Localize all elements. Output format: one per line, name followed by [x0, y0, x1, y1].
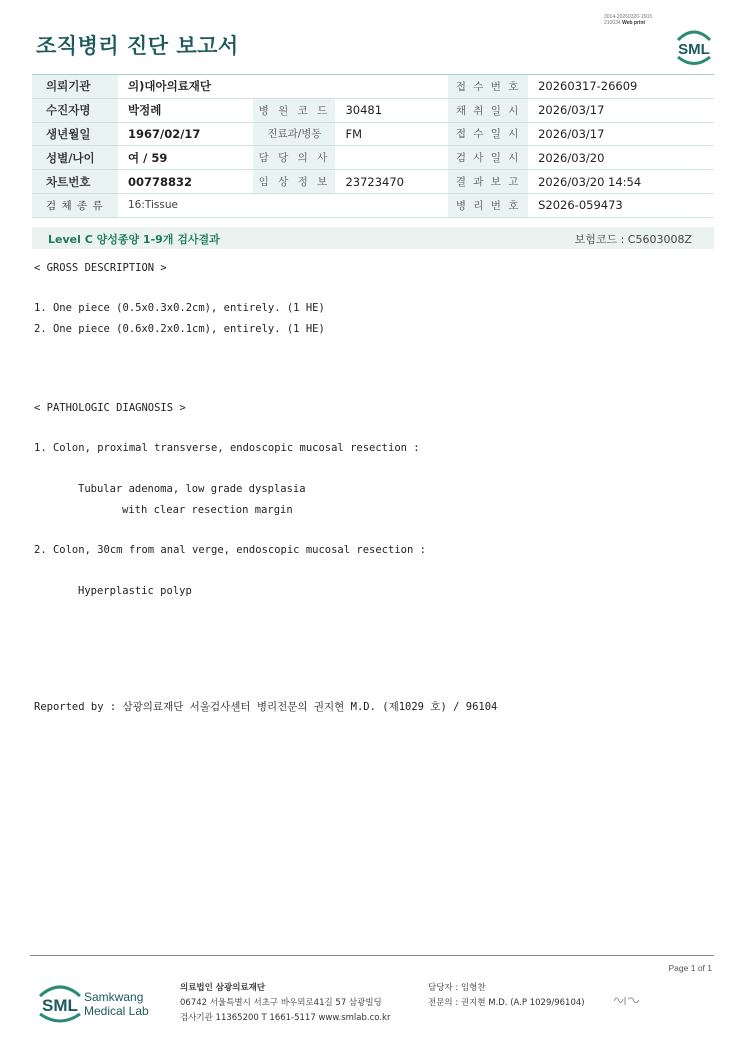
table-row	[32, 122, 714, 146]
print-note-id: 3014-20260320-1503	[604, 14, 652, 20]
receipt-date-label: 접 수 일 시	[448, 122, 528, 146]
patient-info-table	[32, 74, 714, 218]
foot-logo-text: SML	[42, 996, 78, 1015]
diagnosis-1-finding: Tubular adenoma, low grade dysplasia	[78, 483, 306, 495]
collect-date-value: 2026/03/17	[528, 98, 714, 122]
specimen-label: 검 체 종 류	[32, 193, 118, 217]
print-note-code: 210034	[604, 20, 621, 26]
institution-label: 의뢰기관	[32, 75, 118, 99]
hospital-code-value: 30481	[335, 98, 448, 122]
print-note-web	[604, 20, 652, 26]
diagnosis-item-2: 2. Colon, 30cm from anal verge, endoscopic mucosal resection :	[34, 544, 426, 556]
doctor-label: 담 당 의 사	[253, 146, 335, 170]
result-date-value: 2026/03/20 14:54	[528, 170, 714, 194]
specimen-value: 16:Tissue	[118, 193, 448, 217]
table-row	[32, 75, 714, 99]
table-row	[32, 170, 714, 194]
birth-label: 생년월일	[32, 122, 118, 146]
receipt-no-label: 접 수 번 호	[448, 75, 528, 99]
specialist-label: 전문의 :	[428, 998, 459, 1008]
insurance-code: 보험코드 : C5603008Z	[574, 233, 692, 246]
footer-staff-info	[428, 981, 585, 1011]
footer-org: 의료법인 삼광의료재단	[180, 983, 266, 993]
sex-age-value: 여 / 59	[118, 146, 253, 170]
sex-age-label: 성별/나이	[32, 146, 118, 170]
level-title: Level C 양성종양 1-9개 검사결과	[48, 233, 220, 246]
footer-contact: 검사기관 11365200 T 1661-5117 www.smlab.co.kr	[180, 1013, 391, 1023]
clinical-value: 23723470	[335, 170, 448, 194]
doctor-value	[335, 146, 448, 170]
table-row	[32, 146, 714, 170]
clinical-label: 임 상 정 보	[253, 170, 335, 194]
footer-divider	[30, 955, 714, 956]
diagnosis-item-1: 1. Colon, proximal transverse, endoscopic mucosal resection :	[34, 442, 420, 454]
staff-label: 담당자 :	[428, 983, 459, 993]
dept-value: FM	[335, 122, 448, 146]
pathology-no-value: S2026-059473	[528, 193, 714, 217]
report-title: 조직병리 진단 보고서	[36, 34, 239, 58]
chart-no-label: 차트번호	[32, 170, 118, 194]
gross-header: < GROSS DESCRIPTION >	[34, 262, 167, 274]
print-note-label: Web print	[622, 20, 646, 26]
receipt-no-value: 20260317-26609	[528, 75, 714, 99]
pathology-no-label: 병 리 번 호	[448, 193, 528, 217]
foot-logo-name-2: Medical Lab	[84, 1004, 149, 1018]
diagnosis-header: < PATHOLOGIC DIAGNOSIS >	[34, 402, 186, 414]
staff-value: 임형찬	[460, 983, 486, 993]
table-row	[32, 193, 714, 217]
level-bar	[32, 227, 714, 249]
institution-value: 의)대아의료재단	[118, 75, 448, 99]
foot-logo-name-1: Samkwang	[84, 990, 144, 1004]
chart-no-value: 00778832	[118, 170, 253, 194]
dept-label: 진료과/병동	[253, 122, 335, 146]
table-row	[32, 98, 714, 122]
sml-logo-icon	[672, 26, 716, 66]
diagnosis-2-finding: Hyperplastic polyp	[78, 585, 192, 597]
birth-value: 1967/02/17	[118, 122, 253, 146]
samkwang-logo-icon	[36, 980, 156, 1024]
gross-item-1: 1. One piece (0.5x0.3x0.2cm), entirely. (1 HE)	[34, 302, 325, 314]
patient-label: 수진자명	[32, 98, 118, 122]
receipt-date-value: 2026/03/17	[528, 122, 714, 146]
patient-value: 박정례	[118, 98, 253, 122]
footer-org-info	[180, 981, 390, 1026]
result-date-label: 결 과 보 고	[448, 170, 528, 194]
print-note	[604, 14, 652, 26]
signature-icon	[612, 993, 642, 1007]
diagnosis-1-margin: with clear resection margin	[122, 504, 293, 516]
page-number: Page 1 of 1	[668, 963, 712, 973]
hospital-code-label: 병 원 코 드	[253, 98, 335, 122]
top-logo-text: SML	[678, 41, 710, 58]
specialist-value: 권지현 M.D. (A.P 1029/96104)	[460, 998, 585, 1008]
collect-date-label: 채 취 일 시	[448, 98, 528, 122]
footer-address: 06742 서울특별시 서초구 바우뫼로41길 57 삼광빌딩	[180, 998, 382, 1008]
gross-item-2: 2. One piece (0.6x0.2x0.1cm), entirely. (1 HE)	[34, 323, 325, 335]
test-date-value: 2026/03/20	[528, 146, 714, 170]
test-date-label: 검 사 일 시	[448, 146, 528, 170]
reported-by: Reported by : 삼광의료재단 서울검사센터 병리전문의 권지현 M.D. (제1029 호) / 96104	[34, 701, 498, 713]
